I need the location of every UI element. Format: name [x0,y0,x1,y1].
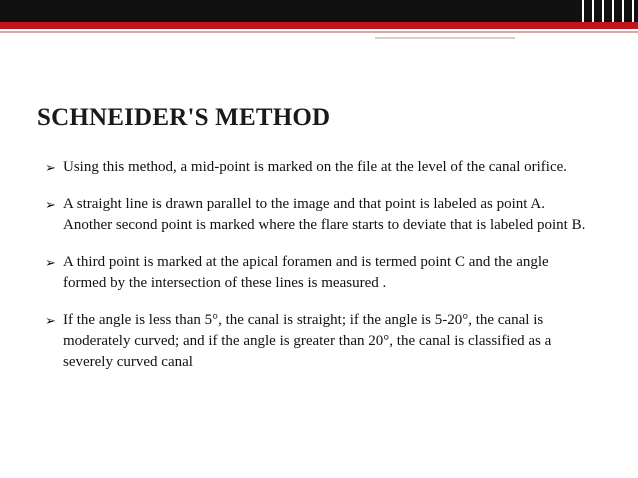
arrow-bullet-icon: ➢ [45,313,56,328]
header-accent-line [375,37,515,39]
header-dark-band [0,0,638,22]
bullet-text: A third point is marked at the apical foramen and is termed point C and the angle formed by the intersection of these lines is measured . [63,254,549,291]
bullet-item [45,310,593,373]
bullet-text: A straight line is drawn parallel to the image and that point is labeled as point A. Another second point is marked where the flare starts to deviate that is labeled point B. [63,196,586,233]
arrow-bullet-icon: ➢ [45,160,56,175]
bullet-item [45,157,593,178]
slide-title: SCHNEIDER'S METHOD [37,104,331,131]
header-stripe-fade [578,0,638,22]
header-red-band [0,22,638,29]
bullet-list [45,157,593,389]
arrow-bullet-icon: ➢ [45,197,56,212]
bullet-text: If the angle is less than 5°, the canal is straight; if the angle is 5-20°, the canal is moderately curved; and if the angle is greater than 20°, the canal is classified as a severely curved canal [63,312,552,370]
bullet-text: Using this method, a mid-point is marked on the file at the level of the canal orifice. [63,159,568,175]
bullet-item [45,194,593,236]
arrow-bullet-icon: ➢ [45,255,56,270]
bullet-item [45,252,593,294]
header-thin-line [0,31,638,33]
